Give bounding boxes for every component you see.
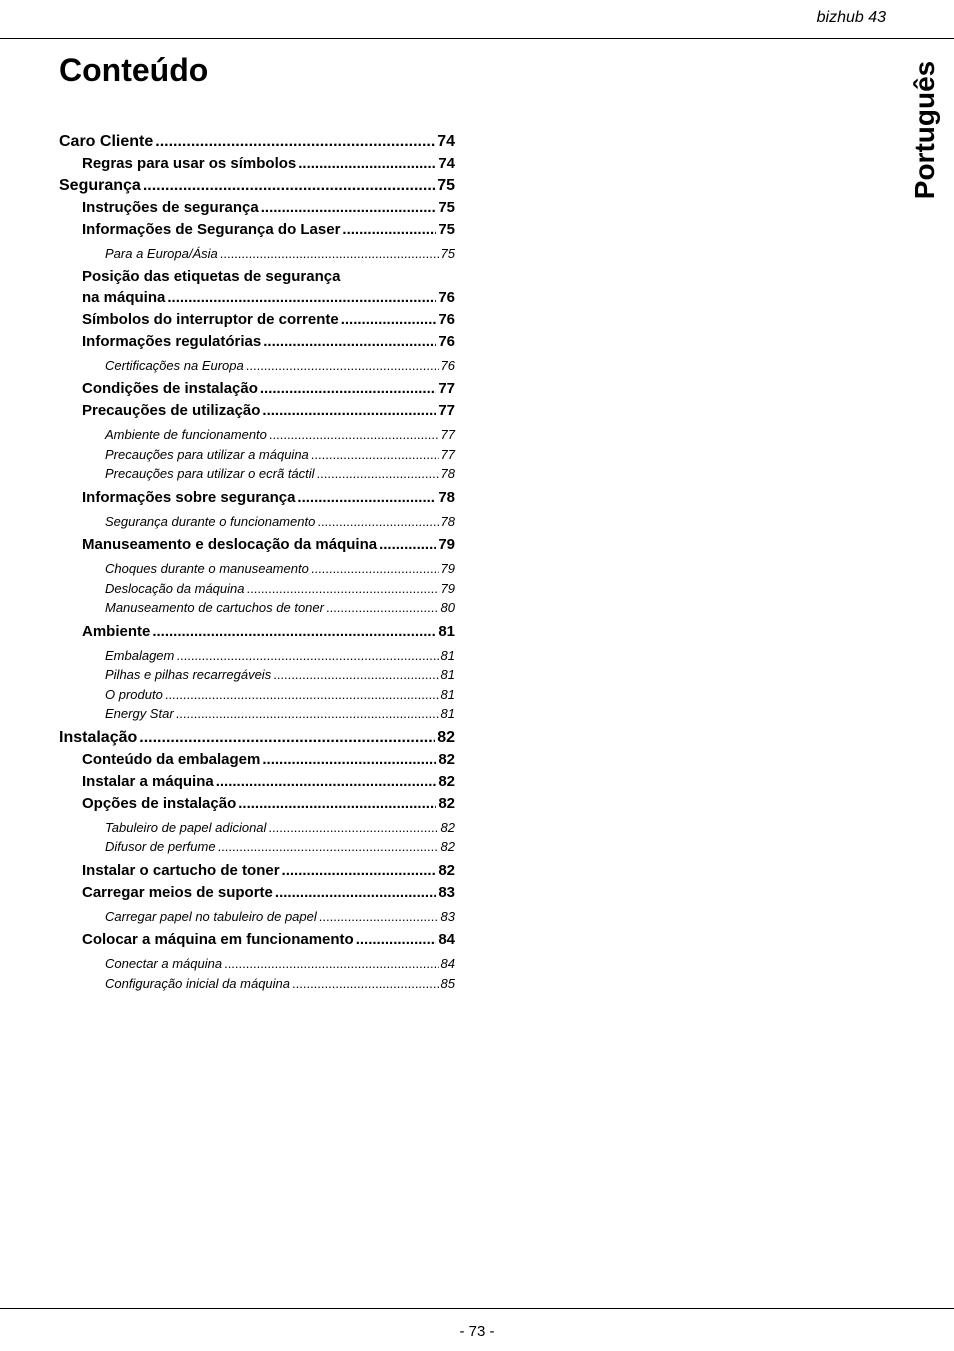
toc-leader — [139, 727, 435, 749]
toc-entry-title: Informações regulatórias — [82, 332, 262, 350]
table-of-contents — [59, 131, 455, 993]
toc-entry[interactable] — [59, 267, 455, 309]
toc-entry-title: Segurança durante o funcionamento — [105, 513, 316, 529]
toc-entry-title: Segurança — [59, 177, 141, 194]
toc-page-number: 76 — [440, 357, 455, 373]
toc-leader — [176, 646, 438, 666]
toc-page-number: 85 — [440, 975, 455, 991]
toc-page-number: 77 — [440, 427, 455, 442]
toc-leader — [262, 749, 436, 771]
toc-entry-title: O produto — [105, 686, 163, 702]
toc-entry-title: Carregar papel no tabuleiro de papel — [105, 908, 317, 924]
toc-leader — [143, 175, 435, 197]
toc-entry[interactable] — [59, 954, 455, 974]
toc-leader — [263, 331, 436, 353]
toc-leader — [341, 309, 437, 331]
toc-leader — [260, 378, 436, 400]
toc-entry-title: Caro Cliente — [59, 133, 154, 150]
toc-entry[interactable] — [59, 818, 455, 838]
toc-leader — [152, 621, 436, 643]
toc-entry-title: Deslocação da máquina — [105, 580, 245, 596]
toc-entry-title: Para a Europa/Ásia — [105, 246, 218, 261]
product-name: bizhub 43 — [816, 9, 886, 26]
toc-leader — [273, 665, 438, 685]
toc-page-number: 81 — [440, 686, 455, 702]
toc-leader — [246, 579, 438, 599]
toc-entry-title: Informações de Segurança do Laser — [82, 221, 341, 238]
toc-entry[interactable] — [59, 646, 455, 666]
toc-entry[interactable] — [59, 131, 455, 153]
toc-entry[interactable] — [59, 309, 455, 331]
toc-page-number: 75 — [438, 221, 455, 238]
toc-entry[interactable] — [59, 771, 455, 793]
toc-leader — [292, 974, 439, 994]
toc-page-number: 78 — [440, 466, 455, 481]
toc-entry-title: Regras para usar os símbolos — [82, 155, 297, 172]
toc-entry[interactable] — [59, 487, 455, 509]
language-tab — [908, 50, 942, 210]
toc-entry[interactable] — [59, 153, 455, 175]
toc-page-number: 77 — [438, 380, 455, 397]
toc-page-number: 76 — [438, 310, 455, 328]
toc-entry[interactable] — [59, 974, 455, 994]
toc-entry-title: Colocar a máquina em funcionamento — [82, 931, 354, 948]
toc-leader — [268, 818, 438, 838]
toc-leader — [298, 153, 436, 175]
toc-leader — [238, 793, 436, 815]
toc-entry-title: Choques durante o manuseamento — [105, 561, 309, 576]
toc-entry-title: Opções de instalação — [82, 794, 237, 812]
toc-leader — [176, 704, 439, 724]
toc-leader — [155, 131, 435, 153]
toc-entry-title: Manuseamento de cartuchos de toner — [105, 600, 324, 615]
toc-entry-title: Instruções de segurança — [82, 199, 259, 216]
toc-entry-title: Configuração inicial da máquina — [105, 975, 291, 991]
toc-entry[interactable] — [59, 598, 455, 618]
toc-entry-title: Instalar a máquina — [82, 772, 214, 790]
toc-entry[interactable] — [59, 425, 455, 445]
toc-entry-title: Instalação — [59, 728, 138, 746]
toc-entry-title: Conteúdo da embalagem — [82, 750, 261, 768]
toc-page-number: 77 — [438, 402, 455, 419]
toc-entry[interactable] — [59, 175, 455, 197]
toc-entry[interactable] — [59, 378, 455, 400]
toc-leader — [275, 882, 436, 904]
toc-entry[interactable] — [59, 356, 455, 376]
toc-entry[interactable] — [59, 219, 455, 241]
toc-page-number: 74 — [438, 155, 455, 172]
toc-entry[interactable] — [59, 907, 455, 927]
toc-page-number: 82 — [437, 728, 455, 746]
toc-entry-title: Ambiente — [82, 622, 151, 640]
toc-entry[interactable] — [59, 534, 455, 556]
toc-page-number: 81 — [440, 667, 455, 682]
toc-leader — [342, 219, 436, 241]
toc-entry[interactable] — [59, 793, 455, 815]
toc-page-number: 79 — [438, 536, 455, 553]
toc-leader — [224, 954, 438, 974]
toc-entry-title: Símbolos do interruptor de corrente — [82, 310, 339, 328]
toc-entry-title: Pilhas e pilhas recarregáveis — [105, 667, 272, 682]
page-number: - 73 - — [459, 1323, 495, 1340]
toc-leader — [282, 860, 437, 882]
toc-page-number: 84 — [438, 931, 455, 948]
toc-page-number: 81 — [440, 647, 455, 663]
toc-entry-title: Ambiente de funcionamento — [105, 427, 267, 442]
toc-entry-title: Informações sobre segurança — [82, 488, 296, 506]
toc-page-number: 83 — [438, 883, 455, 901]
toc-entry-title: Certificações na Europa — [105, 357, 244, 373]
page-title: Conteúdo — [59, 52, 209, 88]
toc-entry-title: Posição das etiquetas de segurança — [82, 267, 341, 285]
toc-leader — [297, 487, 436, 509]
toc-entry-title: Instalar o cartucho de toner — [82, 861, 280, 879]
toc-entry[interactable] — [59, 727, 455, 749]
toc-entry[interactable] — [59, 244, 455, 264]
toc-page-number: 82 — [438, 794, 455, 812]
toc-entry-title: Manuseamento e deslocação da máquina — [82, 536, 378, 553]
toc-leader — [269, 425, 439, 445]
toc-page-number: 78 — [440, 513, 455, 529]
toc-entry[interactable] — [59, 665, 455, 685]
toc-entry[interactable] — [59, 512, 455, 532]
toc-leader — [311, 559, 439, 579]
toc-entry[interactable] — [59, 860, 455, 882]
toc-page-number: 82 — [440, 839, 455, 854]
toc-page-number: 82 — [438, 772, 455, 790]
toc-leader — [356, 929, 437, 951]
toc-page-number: 76 — [438, 288, 455, 306]
toc-entry[interactable] — [59, 579, 455, 599]
toc-page-number: 75 — [437, 177, 455, 194]
toc-leader — [220, 244, 439, 264]
toc-page-number: 83 — [440, 908, 455, 924]
toc-entry[interactable] — [59, 882, 455, 904]
toc-entry-title: Conectar a máquina — [105, 956, 223, 971]
toc-leader — [311, 445, 439, 465]
toc-page-number: 81 — [440, 706, 455, 721]
toc-entry-title: Precauções para utilizar a máquina — [105, 446, 309, 462]
toc-page-number: 75 — [438, 199, 455, 216]
toc-entry-title-cont: na máquina — [82, 288, 166, 306]
toc-leader — [167, 287, 436, 309]
toc-page-number: 80 — [440, 600, 455, 615]
toc-page-number: 82 — [440, 819, 455, 835]
toc-page-number: 79 — [440, 561, 455, 576]
toc-entry[interactable] — [59, 559, 455, 579]
toc-entry-title: Difusor de perfume — [105, 839, 216, 854]
toc-leader — [165, 685, 439, 705]
toc-page-number: 77 — [440, 446, 455, 462]
toc-leader — [261, 197, 437, 219]
toc-leader — [319, 907, 439, 927]
toc-entry[interactable] — [59, 621, 455, 643]
toc-page-number: 76 — [438, 332, 455, 350]
toc-entry-title: Precauções para utilizar o ecrã táctil — [105, 466, 315, 481]
toc-leader — [326, 598, 439, 618]
toc-entry[interactable] — [59, 464, 455, 484]
toc-leader — [379, 534, 436, 556]
toc-entry[interactable] — [59, 331, 455, 353]
header-rule — [0, 38, 954, 39]
language-tab-label: Português — [909, 60, 940, 200]
toc-page-number: 82 — [438, 861, 455, 879]
toc-entry-title: Tabuleiro de papel adicional — [105, 819, 267, 835]
toc-entry[interactable] — [59, 400, 455, 422]
toc-page-number: 75 — [440, 246, 455, 261]
toc-page-number: 78 — [438, 488, 455, 506]
toc-leader — [246, 356, 439, 376]
toc-page-number: 81 — [438, 622, 455, 640]
toc-entry-title: Carregar meios de suporte — [82, 883, 273, 901]
toc-entry-title: Condições de instalação — [82, 380, 258, 397]
toc-entry-title: Precauções de utilização — [82, 402, 261, 419]
toc-page-number: 74 — [437, 133, 455, 150]
toc-page-number: 82 — [438, 750, 455, 768]
toc-entry-title: Embalagem — [105, 647, 175, 663]
toc-leader — [317, 464, 439, 484]
toc-page-number: 79 — [440, 580, 455, 596]
toc-leader — [262, 400, 436, 422]
toc-entry[interactable] — [59, 704, 455, 724]
toc-entry[interactable] — [59, 445, 455, 465]
toc-entry[interactable] — [59, 837, 455, 857]
toc-entry-title: Energy Star — [105, 706, 174, 721]
toc-leader — [218, 837, 439, 857]
footer-rule — [0, 1308, 954, 1309]
toc-leader — [216, 771, 437, 793]
toc-entry[interactable] — [59, 685, 455, 705]
toc-entry[interactable] — [59, 197, 455, 219]
toc-leader — [317, 512, 438, 532]
toc-entry[interactable] — [59, 749, 455, 771]
toc-page-number: 84 — [440, 956, 455, 971]
toc-entry[interactable] — [59, 929, 455, 951]
